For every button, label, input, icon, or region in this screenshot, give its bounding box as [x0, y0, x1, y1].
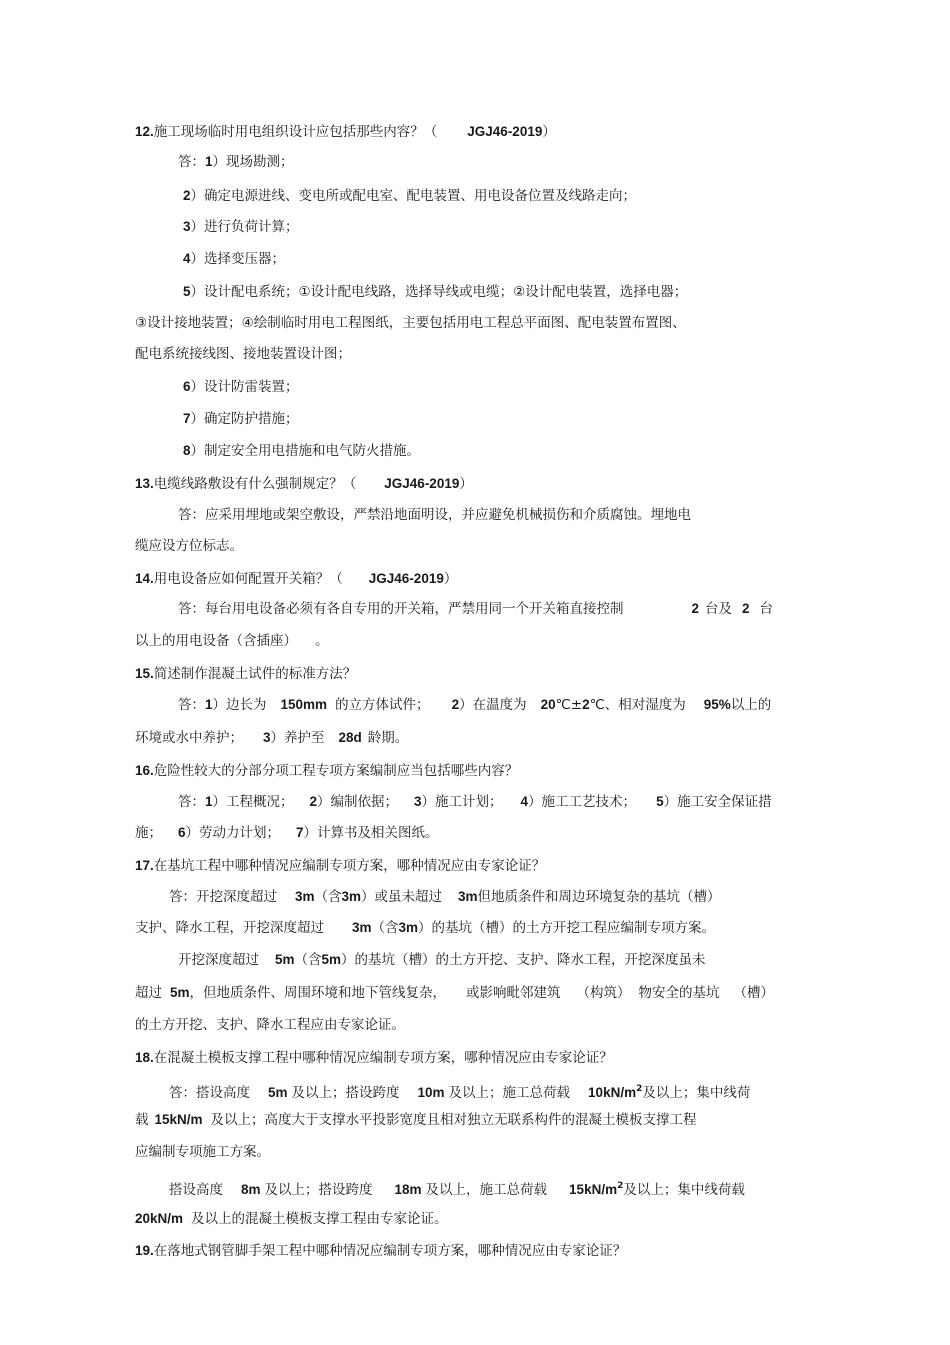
- item-number: 6: [178, 825, 186, 840]
- q-text: 在基坑工程中哪种情况应编制专项方案，哪种情况应由专家论证？: [153, 858, 546, 874]
- superscript: 2: [617, 1181, 624, 1191]
- item-text: （含: [314, 889, 342, 905]
- value: 3m: [352, 920, 372, 935]
- item-number: 7: [296, 825, 304, 840]
- item-text: （槽）: [733, 985, 775, 1001]
- item-text: 龄期。: [367, 730, 409, 746]
- value: 5m: [268, 1085, 288, 1100]
- item-text: 及以上；施工总荷载: [448, 1085, 571, 1101]
- item-number: 2: [183, 188, 191, 203]
- value: 20: [540, 697, 556, 712]
- answer-line: [178, 695, 771, 715]
- value: 5m: [321, 952, 342, 967]
- item-text: 环境或水中养护；: [135, 730, 243, 746]
- answer-line: [135, 631, 329, 651]
- q-standard: JGJ46-2019: [368, 571, 444, 586]
- q-number: 17.: [135, 858, 154, 873]
- item-text: 及以上，施工总荷载: [425, 1182, 548, 1198]
- q-text: 用电设备应如何配置开关箱？（: [153, 571, 343, 587]
- value: 95%: [703, 697, 731, 712]
- value: 2: [582, 697, 590, 712]
- item-text: ）现场勘测；: [212, 154, 294, 170]
- answer-line: [183, 217, 299, 237]
- item-text: ）确定防护措施；: [190, 411, 299, 427]
- answer-line: [169, 1079, 750, 1103]
- value: 15kN/m: [569, 1182, 618, 1197]
- value: 8m: [241, 1182, 261, 1197]
- question-14: [135, 569, 457, 589]
- q-text: 简述制作混凝土试件的标准方法？: [153, 666, 357, 682]
- item-text: （构筑）: [576, 985, 631, 1001]
- item-text: 搭设高度: [169, 1182, 223, 1198]
- answer-line: [178, 792, 772, 812]
- value: 2: [742, 601, 750, 616]
- answer-line: [169, 1176, 745, 1200]
- item-text: ）劳动力计划；: [185, 825, 281, 841]
- answer-line: [178, 152, 294, 172]
- item-text: ）或虽未超过: [361, 889, 443, 905]
- q-text: 电缆线路敷设有什么强制规定？（: [153, 476, 357, 492]
- item-text: （含: [371, 920, 399, 936]
- item-text: 开挖深度超过: [178, 952, 259, 968]
- item-number: 3: [183, 219, 191, 234]
- item-text: 但地质条件和周边环境复杂的基坑（槽）: [477, 889, 721, 905]
- question-17: [135, 856, 545, 876]
- value: 10kN/m: [588, 1085, 637, 1100]
- answer-line: [135, 536, 243, 556]
- value: 3m: [341, 889, 362, 904]
- q-standard: JGJ46-2019: [467, 124, 543, 139]
- item-number: 4: [520, 794, 529, 809]
- question-19: [135, 1241, 626, 1261]
- item-text: 或影响毗邻建筑: [466, 985, 561, 1001]
- q-number: 12.: [135, 124, 154, 139]
- item-text: 台: [759, 601, 774, 617]
- item-text: 及以上；集中线荷: [642, 1085, 751, 1101]
- item-text: 载: [135, 1112, 149, 1128]
- item-text: 应编制专项施工方案。: [135, 1144, 270, 1160]
- answer-line: [183, 409, 299, 429]
- question-16: [135, 761, 518, 781]
- item-text: ）确定电源进线、变电所或配电室、配电装置、用电设备位置及线路走向；: [190, 188, 637, 204]
- item-text: 台及: [705, 601, 733, 617]
- value: 3m: [458, 889, 478, 904]
- answer-line: [169, 887, 721, 907]
- item-text: 及以上；搭设跨度: [291, 1085, 400, 1101]
- answer-line: [183, 441, 420, 461]
- answer-label: 答：: [178, 697, 205, 713]
- item-text: ）施工工艺技术；: [528, 794, 637, 810]
- answer-line: [135, 313, 686, 333]
- item-text: 支护、降水工程，开挖深度超过: [135, 920, 324, 936]
- value: 3m: [295, 889, 315, 904]
- q-text: 施工现场临时用电组织设计应包括那些内容？（: [153, 124, 438, 140]
- item-text: 。: [315, 633, 329, 649]
- q-number: 16.: [135, 763, 154, 778]
- item-text: 及以上；高度大于支撑水平投影宽度且相对独立无联系构件的混凝土模板支撑工程: [210, 1112, 697, 1128]
- item-text: 答：应采用埋地或架空敷设，严禁沿地面明设，并应避免机械损伤和介质腐蚀。埋地电: [178, 507, 691, 523]
- q-bracket: ）: [443, 571, 458, 587]
- item-text: ）计算书及相关图纸。: [303, 825, 439, 841]
- answer-line: [178, 599, 773, 619]
- answer-label: 答：开挖深度超过: [169, 889, 277, 905]
- value: 2: [691, 601, 700, 616]
- q-number: 19.: [135, 1243, 154, 1258]
- item-text: ）设计配电系统；①设计配电线路，选择导线或电缆；②设计配电装置，选择电器；: [190, 284, 688, 300]
- q-text: 危险性较大的分部分项工程专项方案编制应当包括哪些内容？: [153, 763, 519, 779]
- value: 20kN/m: [135, 1211, 184, 1226]
- q-number: 18.: [135, 1050, 154, 1065]
- item-text: ）的基坑（槽）的土方开挖、支护、降水工程，开挖深度虽未: [341, 952, 706, 968]
- item-text: ）在温度为: [459, 697, 527, 713]
- item-text: ）施工安全保证措: [663, 794, 772, 810]
- superscript: 2: [636, 1084, 643, 1094]
- item-text: ，但地质条件、周围环境和地下管线复杂，: [189, 985, 447, 1001]
- answer-line: [135, 823, 439, 843]
- q-number: 14.: [135, 571, 154, 586]
- item-text: ）工程概况；: [212, 794, 294, 810]
- question-15: [135, 664, 356, 684]
- item-text: 及以上；搭设跨度: [264, 1182, 373, 1198]
- item-text: ）施工计划；: [421, 794, 503, 810]
- q-bracket: ）: [542, 124, 556, 140]
- item-text: 的土方开挖、支护、降水工程应由专家论证。: [135, 1017, 405, 1033]
- value: 150mm: [280, 697, 328, 712]
- item-text: 物安全的基坑: [638, 985, 720, 1001]
- answer-line: [183, 249, 285, 269]
- item-text: 超过: [135, 985, 162, 1001]
- item-number: 6: [183, 379, 191, 394]
- item-number: 7: [183, 411, 191, 426]
- answer-line: [135, 1142, 270, 1162]
- answer-line: [135, 983, 774, 1003]
- answer-label: 答：: [178, 794, 205, 810]
- item-text: ℃±: [555, 697, 583, 713]
- item-text: 及以上；集中线荷载: [623, 1182, 745, 1198]
- answer-line: [178, 505, 691, 525]
- item-text: ）选择变压器；: [190, 251, 286, 267]
- item-text: ）的基坑（槽）的土方开挖工程应编制专项方案。: [418, 920, 716, 936]
- item-number: 3: [414, 794, 422, 809]
- item-text: 施；: [135, 825, 162, 841]
- item-text: ）进行负荷计算；: [190, 219, 299, 235]
- item-text: 及以上的混凝土模板支撑工程由专家论证。: [191, 1211, 448, 1227]
- item-text: ）养护至: [270, 730, 325, 746]
- answer-label: 答：: [178, 154, 205, 170]
- answer-line: [135, 1110, 697, 1130]
- item-text: 以上的: [730, 697, 772, 713]
- item-text: ③设计接地装置；④绘制临时用电工程图纸，主要包括用电工程总平面图、配电装置布置图、: [135, 315, 686, 331]
- item-number: 1: [205, 697, 213, 712]
- item-text: ）制定安全用电措施和电气防火措施。: [190, 443, 421, 459]
- item-text: ）编制依据；: [317, 794, 399, 810]
- item-text: 以上的用电设备（含插座）: [135, 633, 297, 649]
- item-number: 1: [205, 154, 213, 169]
- item-text: ）设计防雷装置；: [190, 379, 299, 395]
- q-number: 15.: [135, 666, 154, 681]
- item-text: 缆应设方位标志。: [135, 538, 243, 554]
- item-number: 3: [263, 730, 271, 745]
- answer-line: [183, 186, 636, 206]
- item-text: 的立方体试件；: [335, 697, 430, 713]
- answer-line: [183, 377, 299, 397]
- q-standard: JGJ46-2019: [384, 476, 460, 491]
- item-text: 答：每台用电设备必须有各自专用的开关箱，严禁用同一个开关箱直接控制: [178, 601, 624, 617]
- answer-line: [135, 1015, 405, 1035]
- item-number: 4: [183, 251, 191, 266]
- q-bracket: ）: [459, 476, 473, 492]
- answer-line: [183, 282, 687, 302]
- q-text: 在落地式钢管脚手架工程中哪种情况应编制专项方案，哪种情况应由专家论证？: [153, 1243, 627, 1259]
- item-text: ℃、相对湿度为: [589, 697, 686, 713]
- answer-line: [135, 344, 351, 364]
- item-number: 8: [183, 443, 191, 458]
- answer-line: [178, 950, 706, 970]
- value: 3m: [398, 920, 419, 935]
- item-text: 配电系统接线图、接地装置设计图；: [135, 346, 351, 362]
- item-number: 5: [656, 794, 664, 809]
- value: 5m: [170, 985, 190, 1000]
- answer-line: [135, 1209, 448, 1229]
- answer-line: [135, 918, 715, 938]
- item-number: 2: [309, 794, 318, 809]
- item-number: 2: [451, 697, 460, 712]
- item-number: 1: [205, 794, 213, 809]
- question-13: [135, 474, 473, 494]
- item-text: ）边长为: [212, 697, 267, 713]
- q-number: 13.: [135, 476, 154, 491]
- q-text: 在混凝土模板支撑工程中哪种情况应编制专项方案，哪种情况应由专家论证？: [153, 1050, 613, 1066]
- value: 28d: [338, 730, 362, 745]
- value: 18m: [394, 1182, 422, 1197]
- answer-line: [135, 728, 408, 748]
- value: 15kN/m: [154, 1112, 203, 1127]
- value: 5m: [275, 952, 295, 967]
- item-text: （含: [294, 952, 322, 968]
- question-12: [135, 122, 556, 142]
- item-text: 答：搭设高度: [169, 1085, 250, 1101]
- value: 10m: [417, 1085, 445, 1100]
- item-number: 5: [183, 284, 191, 299]
- question-18: [135, 1048, 613, 1068]
